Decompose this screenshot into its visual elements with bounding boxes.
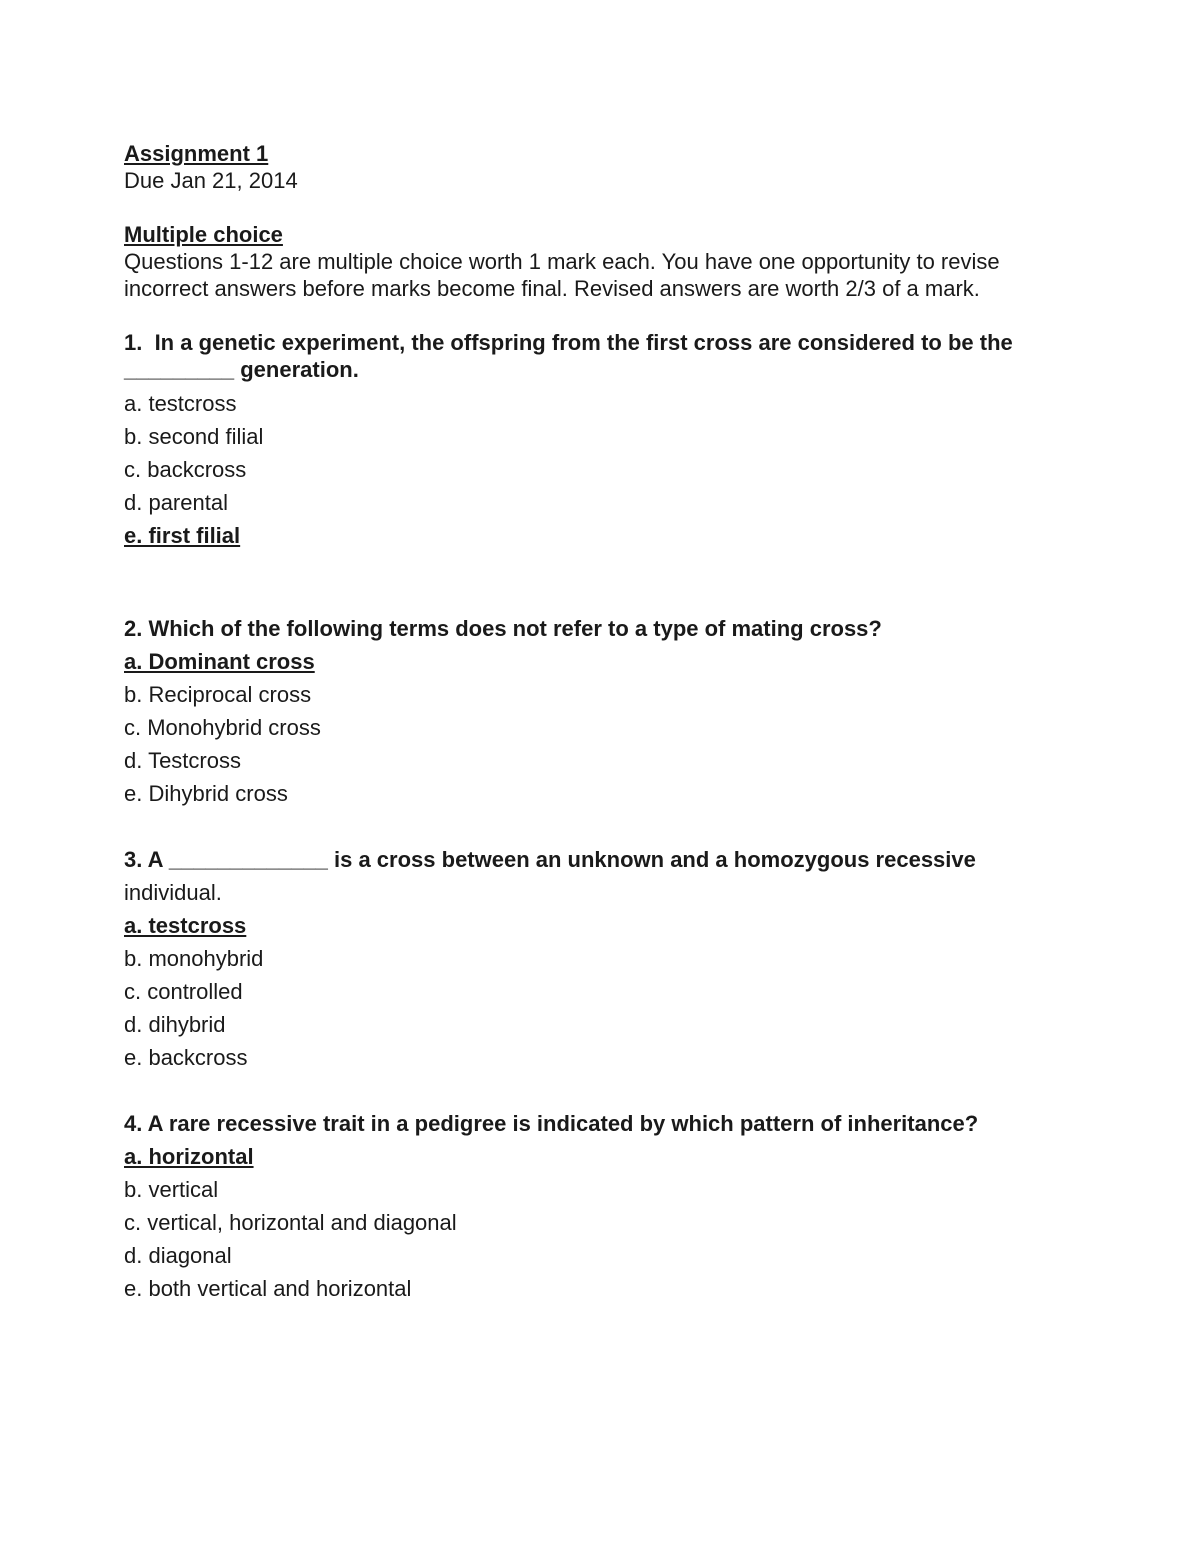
options-list [124,645,1084,810]
question-1-line-2: _________ generation. [124,357,359,382]
due-date: Due Jan 21, 2014 [124,168,298,193]
option-d: d. parental [124,490,228,515]
question-text [124,329,1084,383]
options-list [124,387,1084,552]
instructions-line-1: Questions 1-12 are multiple choice worth 1 mark each. You have one opportunity to revise [124,249,1000,274]
assignment-title: Assignment 1 [124,141,269,166]
question-4 [124,1107,1084,1305]
option-a: a. testcross [124,391,237,416]
question-2-line-1: 2. Which of the following terms does not refer to a type of mating cross? [124,616,882,641]
option-a-correct: a. testcross [124,913,247,938]
option-a-correct: a. Dominant cross [124,649,315,674]
question-2 [124,612,1084,810]
option-d: d. diagonal [124,1243,232,1268]
question-text [124,1107,1084,1140]
option-e: e. Dihybrid cross [124,781,288,806]
option-d: d. Testcross [124,748,241,773]
option-b: b. Reciprocal cross [124,682,312,707]
section-title: Multiple choice [124,222,283,247]
option-a-correct: a. horizontal [124,1144,254,1169]
question-3-line-1: 3. A _____________ is a cross between an unknown and a homozygous recessive [124,847,976,872]
options-list [124,909,1084,1074]
option-c: c. backcross [124,457,247,482]
option-b: b. second filial [124,424,264,449]
option-e: e. both vertical and horizontal [124,1276,412,1301]
question-3-line-2: individual. [124,880,222,905]
option-c: c. vertical, horizontal and diagonal [124,1210,457,1235]
option-b: b. monohybrid [124,946,264,971]
spacer [124,302,1084,329]
question-1 [124,329,1084,552]
question-4-line-1: 4. A rare recessive trait in a pedigree is indicated by which pattern of inheritance? [124,1111,979,1136]
option-c: c. Monohybrid cross [124,715,321,740]
question-3 [124,843,1084,1074]
spacer [124,194,1084,221]
option-b: b. vertical [124,1177,219,1202]
option-e: e. backcross [124,1045,248,1070]
question-text [124,843,1084,909]
question-1-line-1: 1. In a genetic experiment, the offspring from the first cross are considered to be the [124,330,1013,355]
option-d: d. dihybrid [124,1012,226,1037]
options-list [124,1140,1084,1305]
option-c: c. controlled [124,979,243,1004]
question-text [124,612,1084,645]
option-e-correct: e. first filial [124,523,241,548]
instructions-line-2: incorrect answers before marks become final. Revised answers are worth 2/3 of a mark. [124,276,980,301]
document-page [124,140,1084,1305]
